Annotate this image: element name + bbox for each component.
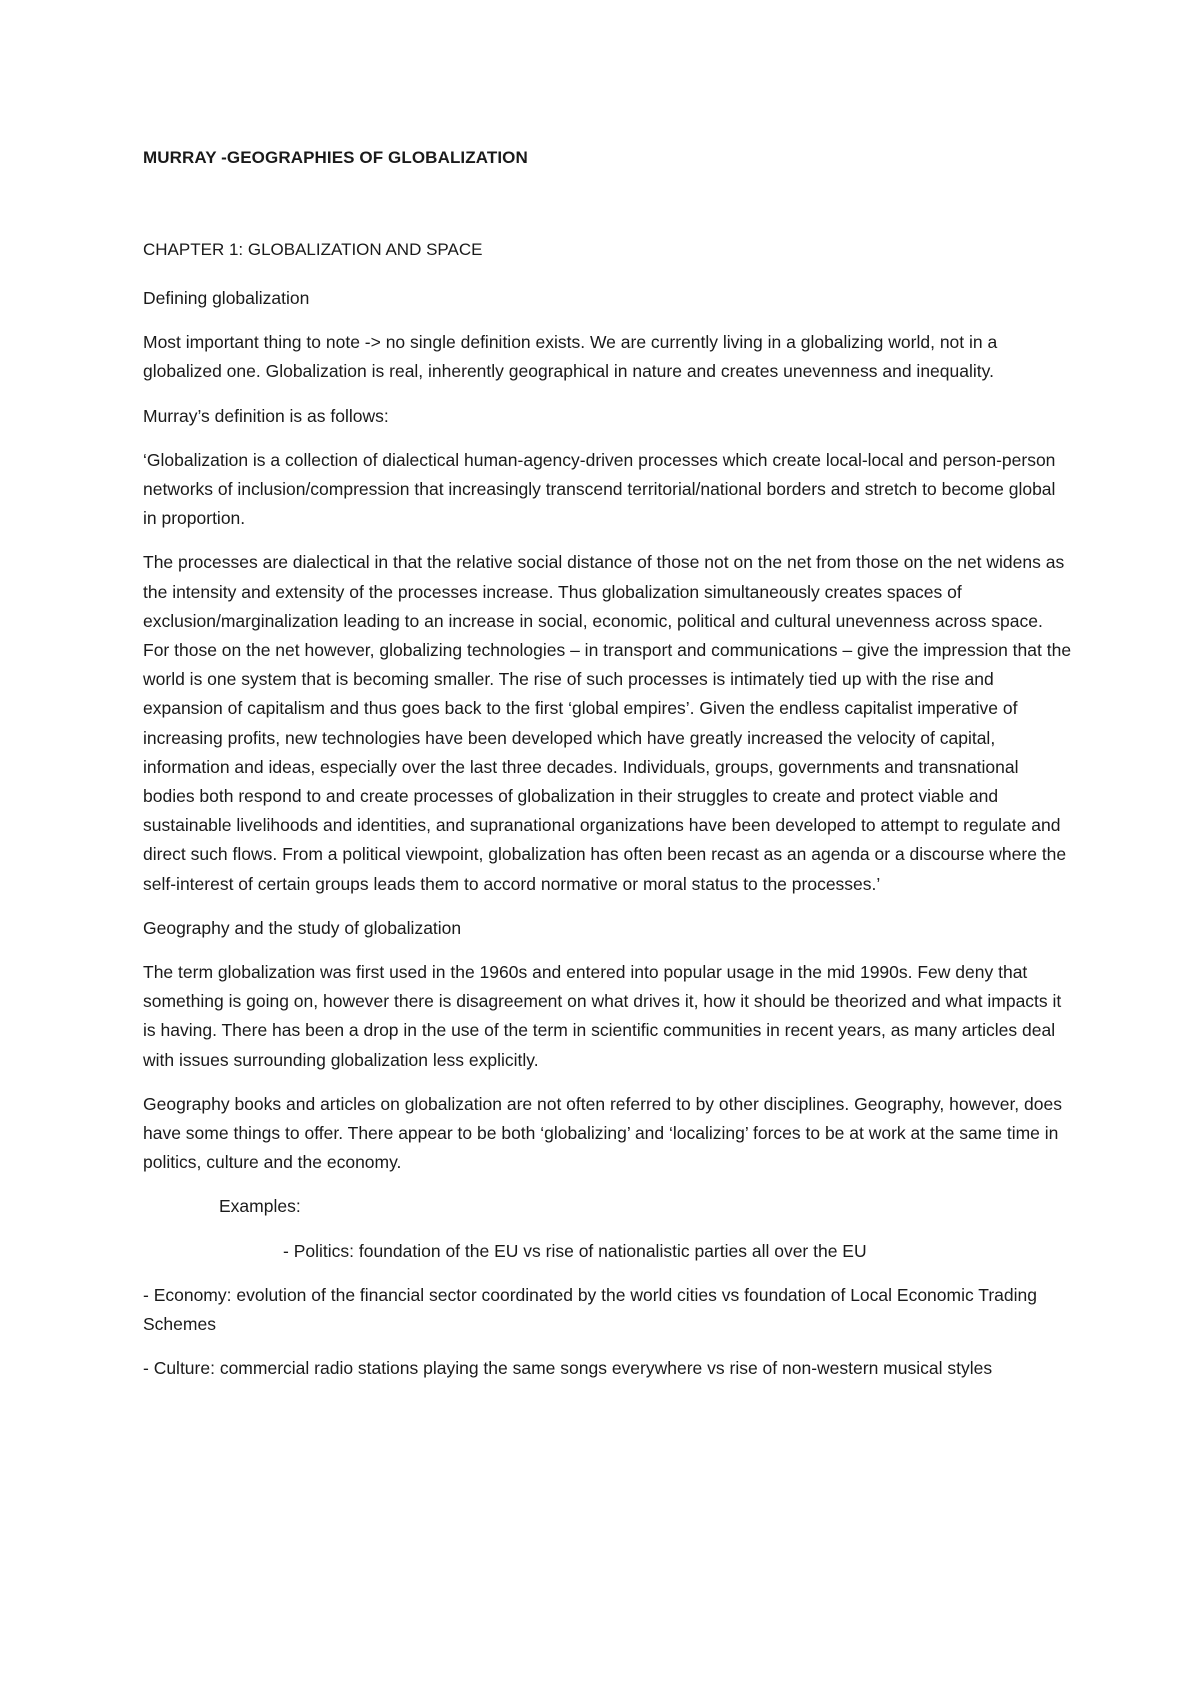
paragraph-geography-2: Geography books and articles on globalization are not often referred to by other disciplines. Geography, however, does have some things to offer. There appear to be both ‘globalizing’ and ‘localizing’ forces to be at work at the same time in politics, culture and the economy.: [143, 1093, 1062, 1173]
section-heading-geography: Geography and the study of globalization: [143, 917, 462, 938]
document-body: [143, 284, 1073, 1399]
chapter-heading: CHAPTER 1: GLOBALIZATION AND SPACE: [143, 240, 483, 259]
example-item-economy: - Economy: evolution of the financial sector coordinated by the world cities vs foundation of Local Economic Trading Schemes: [143, 1284, 1037, 1335]
example-item-politics: - Politics: foundation of the EU vs rise of nationalistic parties all over the EU: [283, 1240, 867, 1261]
example-item-culture: - Culture: commercial radio stations playing the same songs everywhere vs rise of non-western musical styles: [143, 1358, 993, 1379]
section-heading-defining: Defining globalization: [143, 288, 310, 308]
document-page: [143, 0, 1073, 1698]
examples-label: Examples:: [219, 1196, 301, 1217]
document-title: MURRAY -GEOGRAPHIES OF GLOBALIZATION: [143, 148, 528, 167]
paragraph-definition-quote: ‘Globalization is a collection of dialectical human-agency-driven processes which create local-local and person-person networks of inclusion/compression that increasingly transcend territorial/national borders and stretch to become global in proportion.: [143, 449, 1056, 529]
paragraph-geography-1: The term globalization was first used in the 1960s and entered into popular usage in the mid 1990s. Few deny that something is going on, however there is disagreement on what drives it, how it should be theorized and what impacts it is having. There has been a drop in the use of the term in scientific communities in recent years, as many articles deal with issues surrounding globalization less explicitly.: [143, 962, 1062, 1070]
paragraph-definition-quote-cont: The processes are dialectical in that the relative social distance of those not on the net from those on the net widens as the intensity and extensity of the processes increase. Thus globalization simultaneously creates spaces of exclusion/marginalization leading to an increase in social, economic, political and cultural unevenness across space. For those on the net however, globalizing technologies – in transport and communications – give the impression that the world is one system that is becoming smaller. The rise of such processes is intimately tied up with the rise and expansion of capitalism and thus goes back to the first ‘global empires’. Given the endless capitalist imperative of increasing profits, new technologies have been developed which have greatly increased the velocity of capital, information and ideas, especially over the last three decades. Individuals, groups, governments and transnational bodies both respond to and create processes of globalization in their struggles to create and protect viable and sustainable livelihoods and identities, and supranational organizations have been developed to attempt to regulate and direct such flows. From a political viewpoint, globalization has often been recast as an agenda or a discourse where the self-interest of certain groups leads them to accord normative or moral status to the processes.’: [143, 552, 1072, 894]
paragraph-defining-1: Most important thing to note -> no single definition exists. We are currently living in a globalizing world, not in a globalized one. Globalization is real, inherently geographical in nature and creates unevenness and inequality.: [143, 332, 998, 382]
paragraph-defining-2: Murray’s definition is as follows:: [143, 405, 389, 426]
